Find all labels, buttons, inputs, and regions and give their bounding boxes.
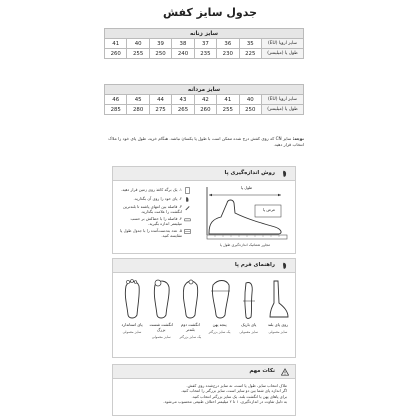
foot-type-name: پای استاندارد (121, 322, 143, 327)
list-item (119, 204, 191, 214)
men-size-table (104, 84, 304, 115)
list-item: اگر اندازه پای شما بین دو سایز است، سایز بزرگتر را انتخاب کنید. (180, 388, 287, 394)
table-row (105, 39, 304, 49)
foot-width-label: عرض پا (263, 207, 276, 212)
foot-type-recommendation: سایز معمولی (268, 329, 288, 334)
foot-type-recommendation: سایز معمولی (122, 329, 142, 334)
table-cell: 45 (127, 95, 149, 105)
foot-measure-illustration (197, 183, 291, 247)
measure-section (112, 166, 296, 254)
section-header (113, 167, 295, 181)
foot-icon (184, 196, 191, 203)
foot-type-name: انگشت دوم بلندتر (180, 322, 200, 332)
list-item (119, 216, 191, 226)
table-cell: 35 (239, 39, 261, 49)
men-table-title: سایز مردانه (105, 85, 304, 95)
table-cell: 40 (127, 39, 149, 49)
table-cell: 41 (217, 95, 239, 105)
list-item: به دلیل تفاوت در اندازه‌گیری، ۱ تا ۲ میلیمتر اختلاف طبیعی محسوب می‌شود. (163, 399, 287, 405)
foot-type-item (207, 277, 233, 339)
table-cell: 42 (194, 95, 216, 105)
list-item (119, 196, 191, 203)
foot-type-recommendation: سایز معمولی (151, 334, 171, 339)
foot-icon (281, 170, 289, 178)
foot-length-label: طول پا (241, 185, 253, 190)
size-note (104, 136, 304, 147)
table-icon (184, 228, 191, 235)
women-size-table (104, 28, 304, 59)
list-item: برای پاهای پهن یا انگشت بلند، یک سایز بزرگتر انتخاب کنید. (191, 393, 287, 399)
foot-type-name: پنجه پهن (212, 322, 227, 327)
foot-type-recommendation: یک سایز بزرگتر (179, 334, 202, 339)
note-label: توجه: (292, 136, 304, 141)
table-cell: 46 (105, 95, 127, 105)
measure-caption: مجاور شماتیک اندازه‌گیری طول پا (219, 243, 271, 247)
section-title: نکات مهم (249, 368, 275, 374)
table-cell: 260 (194, 105, 216, 115)
foot-type-recommendation: یک سایز بزرگتر (208, 329, 231, 334)
section-header (113, 365, 295, 379)
table-cell: 225 (239, 49, 261, 59)
foot-types-row (119, 277, 291, 339)
table-cell: 260 (105, 49, 127, 59)
foot-types-section (112, 258, 296, 358)
table-cell: 250 (149, 49, 171, 59)
ruler-icon (184, 216, 191, 223)
step-text: ۳. فاصله بین انتهای پاشنه تا بلندترین انگشت را علامت بگذارید. (123, 204, 182, 215)
foot-type-recommendation: سایز معمولی (239, 329, 259, 334)
foot-type-name: انگشت شست بزرگ (149, 322, 173, 332)
long-second-toe-foot-icon (178, 277, 202, 321)
note-text: سایز CN که روی کفش درج شده ممکن است با طول پا یکسان نباشد. هنگام خرید، طول پای خود را ملاک انتخاب قرار دهید. (108, 136, 304, 147)
table-cell: 285 (105, 105, 127, 115)
table-cell: 36 (217, 39, 239, 49)
table-cell: 37 (194, 39, 216, 49)
page-title: جدول سایز کفش (162, 6, 258, 19)
table-cell: 240 (172, 49, 194, 59)
section-title: راهنمای فرم پا (234, 262, 275, 268)
foot-type-item (265, 277, 291, 339)
narrow-foot-icon (237, 277, 261, 321)
table-row (105, 105, 304, 115)
foot-type-item (119, 277, 145, 339)
row-label: طول پا (میلیمتر) (262, 49, 304, 59)
table-cell: 40 (239, 95, 261, 105)
measure-steps (119, 187, 191, 240)
important-notes-section (112, 364, 296, 416)
foot-icon (281, 262, 289, 270)
table-cell: 275 (149, 105, 171, 115)
table-cell: 280 (127, 105, 149, 115)
standard-foot-icon (120, 277, 144, 321)
row-label: طول پا (میلیمتر) (262, 105, 304, 115)
section-header (113, 259, 295, 273)
list-item: ملاک انتخاب سایز، طول پا است، نه سایز درج‌شده روی کفش. (186, 383, 287, 388)
section-title: روش اندازه‌گیری پا (224, 170, 275, 176)
list-item (119, 187, 191, 194)
table-row (105, 49, 304, 59)
row-label: سایز اروپا (EU) (262, 95, 304, 105)
step-text: ۱. یک برگه کاغذ روی زمین قرار دهید. (121, 187, 182, 192)
foot-type-name: روی پای بلند (267, 322, 289, 327)
foot-type-item (236, 277, 262, 339)
list-item (119, 228, 191, 238)
step-text: ۴. فاصله را با خط‌کش بر حسب میلیمتر اندازه بگیرید. (130, 215, 182, 227)
table-cell: 38 (172, 39, 194, 49)
table-cell: 255 (217, 105, 239, 115)
warning-icon (281, 368, 289, 376)
foot-type-item (177, 277, 203, 339)
important-notes-list (119, 383, 287, 405)
table-cell: 235 (194, 49, 216, 59)
pencil-icon (184, 204, 191, 211)
table-cell: 230 (217, 49, 239, 59)
step-text: ۲. پای خود را روی آن بگذارید. (133, 195, 182, 201)
table-cell: 250 (239, 105, 261, 115)
table-cell: 255 (127, 49, 149, 59)
table-cell: 41 (105, 39, 127, 49)
row-label: سایز اروپا (EU) (262, 39, 304, 49)
high-instep-foot-icon (266, 277, 290, 321)
table-cell: 39 (149, 39, 171, 49)
table-cell: 265 (172, 105, 194, 115)
big-toe-foot-icon (149, 277, 173, 321)
table-cell: 43 (172, 95, 194, 105)
foot-type-item (148, 277, 174, 339)
step-text: ۵. عدد به‌دست‌آمده را با جدول طول پا مقایسه کنید. (120, 227, 182, 239)
foot-type-name: پای باریک (241, 322, 257, 327)
table-cell: 44 (149, 95, 171, 105)
table-row (105, 95, 304, 105)
paper-icon (184, 187, 191, 194)
wide-toe-foot-icon (208, 277, 232, 321)
women-table-title: سایز زنانه (105, 29, 304, 39)
